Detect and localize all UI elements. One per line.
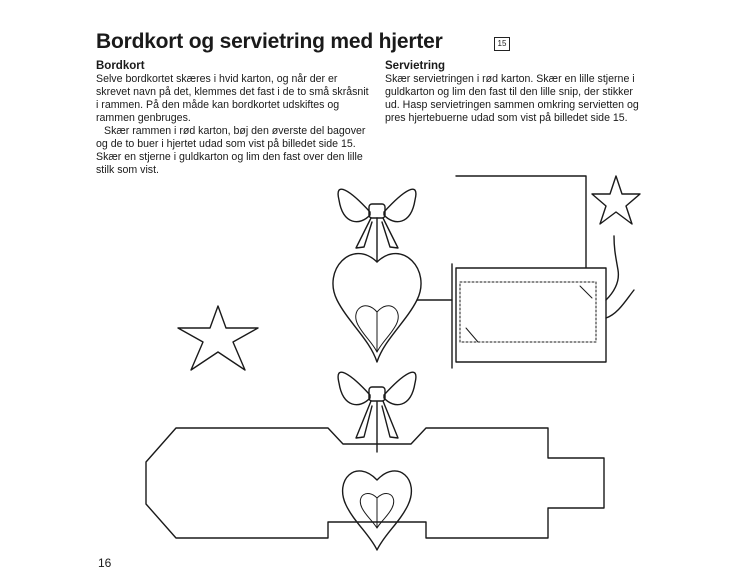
upper-star [592,176,640,224]
bordkort-heading: Bordkort [96,60,145,72]
servietring-template [146,372,604,550]
servietring-paragraph-1: Skær servietringen i rød karton. Skær en lille stjerne i guldkarton og lim den fast til den lille snip, der stikker ud. Hasp servietringen sammen omkring servietten og pres hjertebuerne udad som vist på billedet side 15. [385,73,639,124]
page-title: Bordkort og servietring med hjerter [96,30,443,53]
card-frame [456,176,606,362]
page-number: 16 [98,556,112,570]
bordkort-template [333,176,640,368]
page-reference-badge: 15 [494,37,510,51]
servietring-band [146,428,604,538]
loose-star-icon [178,306,258,370]
bordkort-paragraph-2: Skær rammen i rød karton, bøj den øverste del bagover og de to buer i hjertet udad som vist på billedet side 15. Skær en stjerne i guldkarton og lim den fast over den lille stilk som vist. [96,125,366,176]
bordkort-paragraph-1: Selve bordkortet skæres i hvid karton, og når der er skrevet navn på det, klemmes det fast i de to små skråsnit i rammen. På den måde kan bordkortet udskiftes og rammen genbruges. [96,73,369,124]
servietring-heading: Servietring [385,60,446,72]
